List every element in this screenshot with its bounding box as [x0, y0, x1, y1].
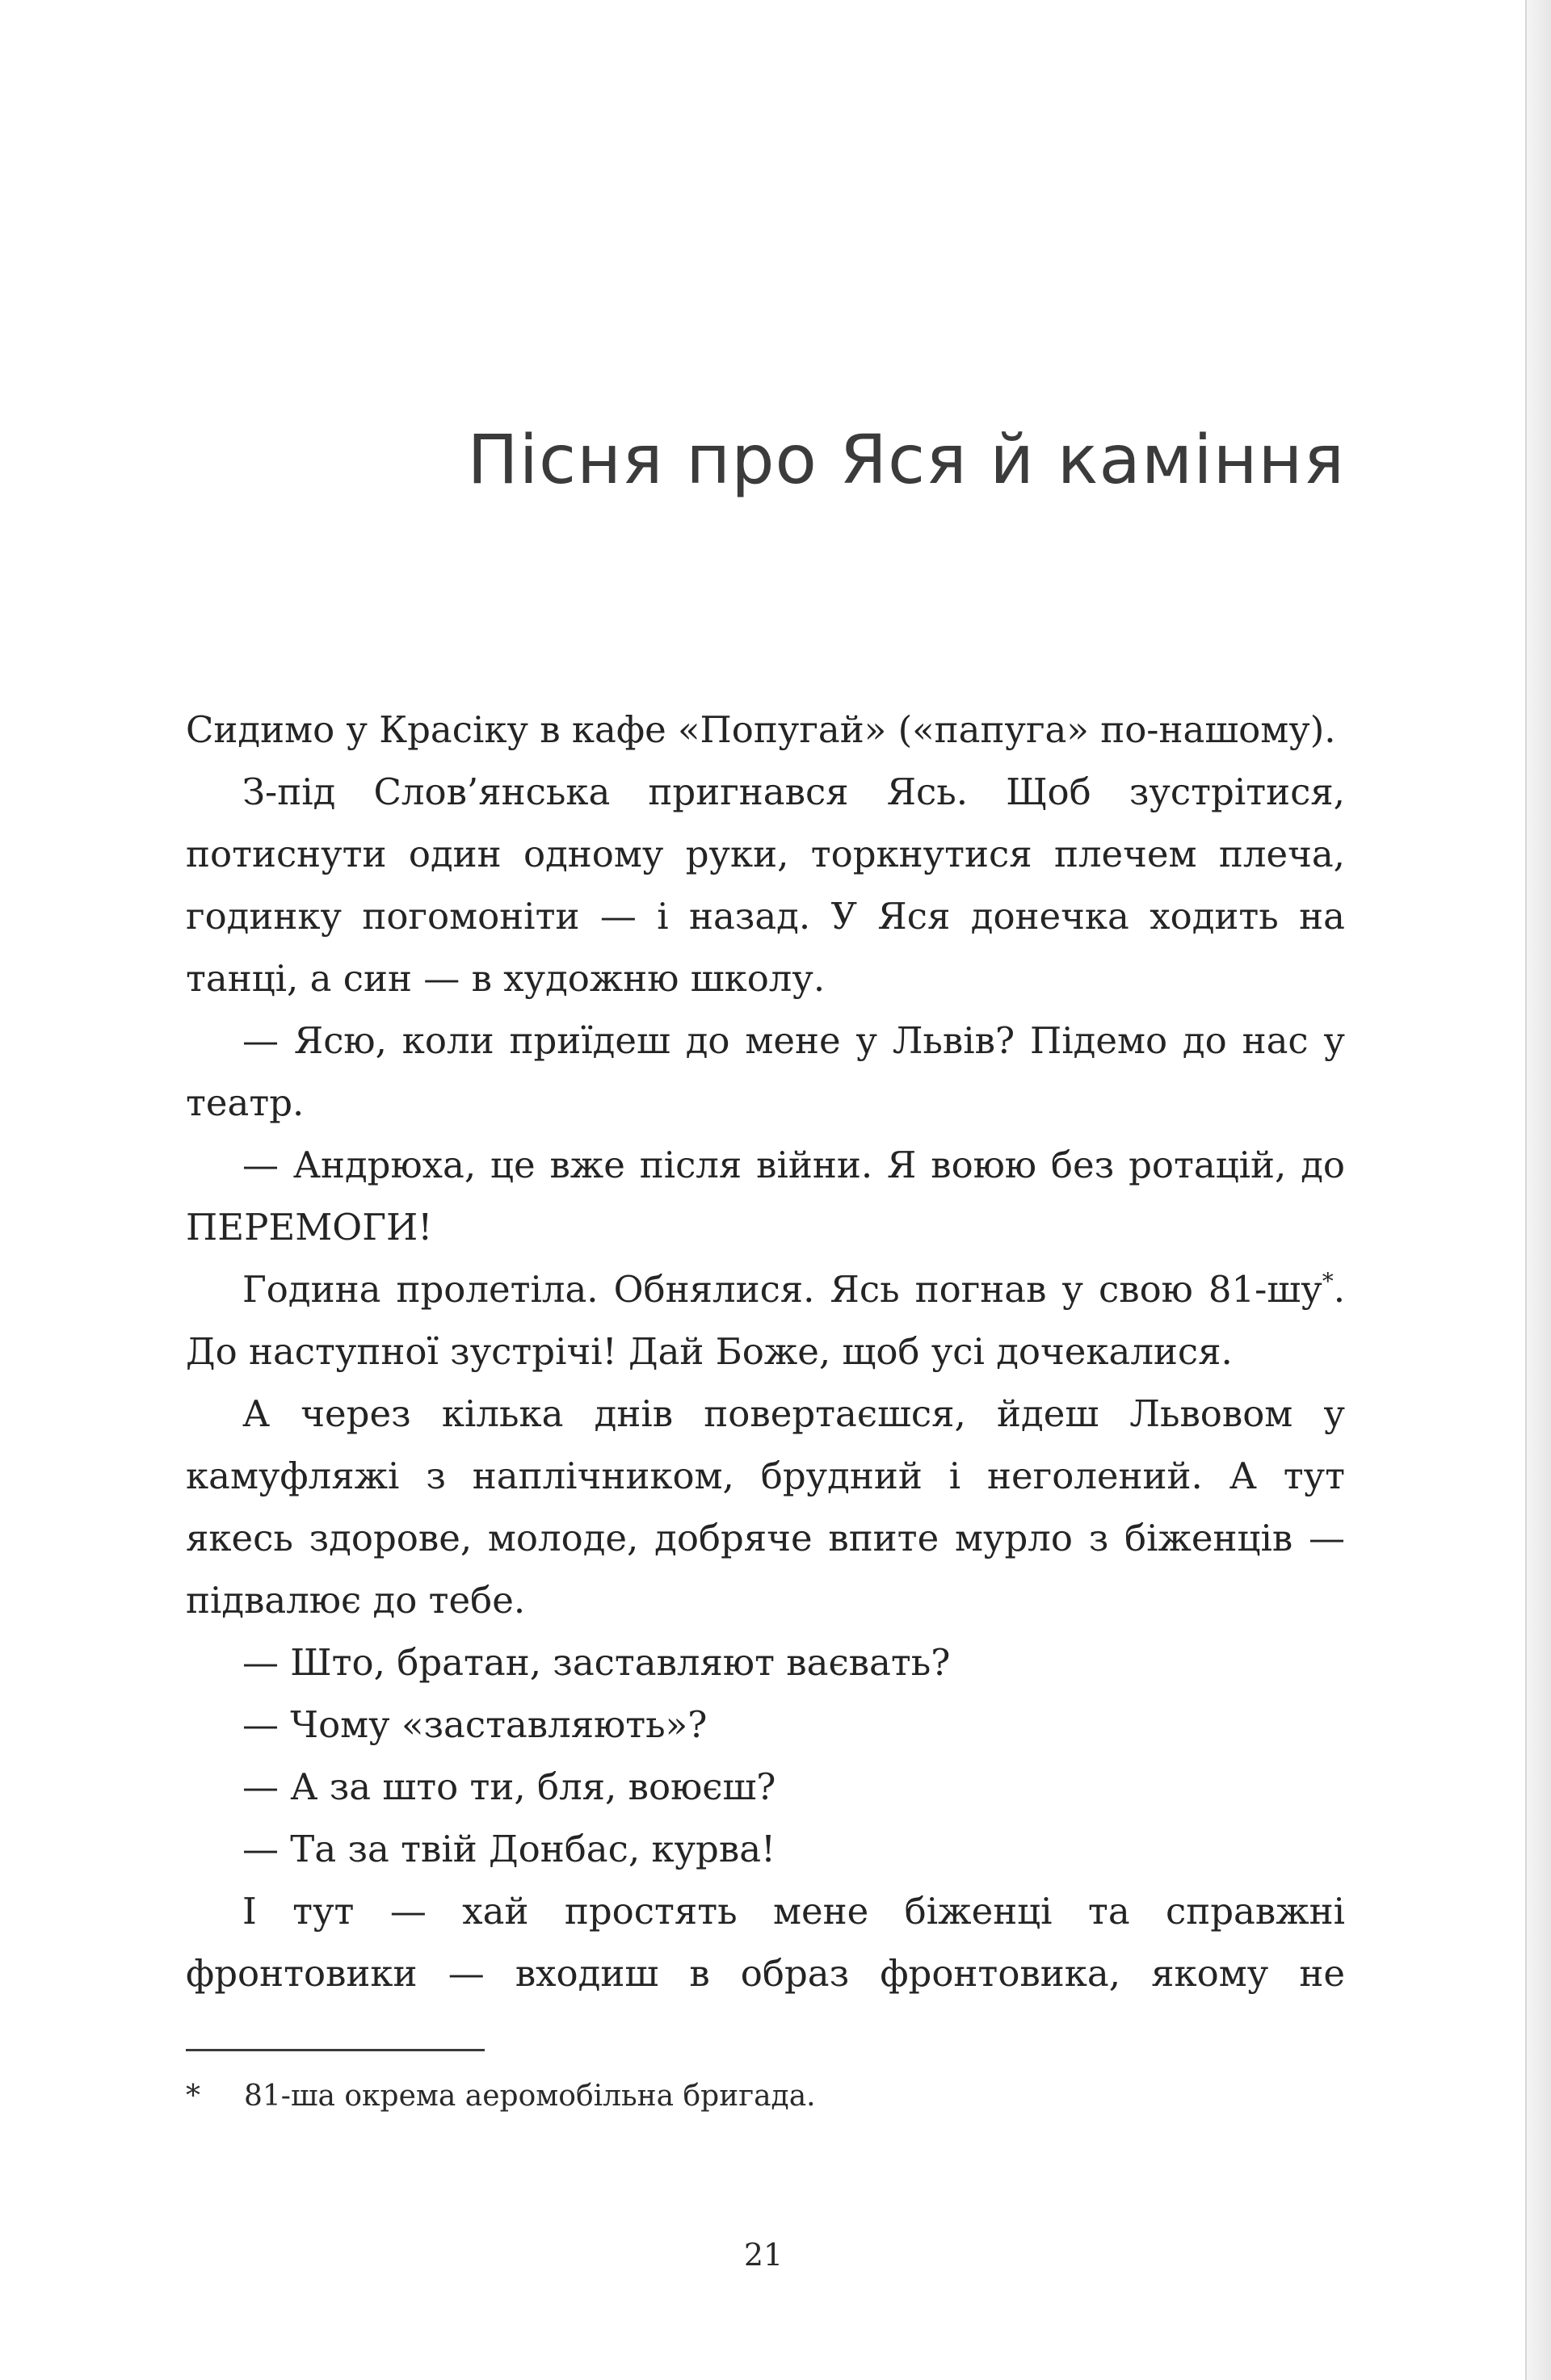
- chapter-title: Пісня про Яся й каміння: [467, 420, 1345, 499]
- paragraph-9: — А за што ти, бля, воюєш?: [242, 1765, 776, 1808]
- paragraph-1: Сидимо у Красіку в кафе «Попугай» («папуга» по-нашому).: [186, 708, 1336, 751]
- page-edge: [1525, 0, 1551, 2380]
- paragraph-6: А через кілька днів повертаєшся, йдеш Львовом у камуфляжі з наплічником, брудний і неголений. А тут якесь здорове, молоде, добряче впите мурло з біженців — підвалює до тебе.: [186, 1392, 1345, 1622]
- footnote-reference[interactable]: *: [1322, 1268, 1334, 1295]
- paragraph-4: — Андрюха, це вже після війни. Я воюю без ротацій, до ПЕРЕМОГИ!: [186, 1144, 1345, 1249]
- paragraph-7: — Што, братан, заставляют ваєвать?: [242, 1641, 951, 1684]
- paragraph-3: — Ясю, коли приїдеш до мене у Львів? Підемо до нас у театр.: [186, 1019, 1345, 1124]
- paragraph-5-text-a: Година пролетіла. Обнялися. Ясь погнав у свою 81-шу: [242, 1268, 1322, 1311]
- paragraph-10: — Та за твій Донбас, курва!: [242, 1828, 776, 1870]
- paragraph-5: [186, 1258, 1345, 1383]
- footnote-divider: [186, 2049, 485, 2051]
- footnote: [186, 2074, 1345, 2119]
- chapter-body: [186, 699, 1345, 2004]
- paragraph-2: З-під Слов’янська пригнався Ясь. Щоб зустрітися, потиснути один одному руки, торкнутися плечем плеча, годинку погомоніти — і назад. У Яся донечка ходить на танці, а син — в художню школу.: [186, 770, 1345, 1000]
- footnote-text: 81-ша окрема аеромобільна бригада.: [244, 2080, 816, 2113]
- page-number: 21: [743, 2237, 784, 2273]
- paragraph-5-text-b: . До наступної зустрічі! Дай Боже, щоб усі дочекалися.: [186, 1268, 1345, 1373]
- paragraph-8: — Чому «заставляють»?: [242, 1703, 708, 1746]
- footnote-mark: *: [186, 2080, 200, 2113]
- paragraph-11: І тут — хай простять мене біженці та справжні фронтовики — входиш в образ фронтовика, якому не: [186, 1890, 1345, 1995]
